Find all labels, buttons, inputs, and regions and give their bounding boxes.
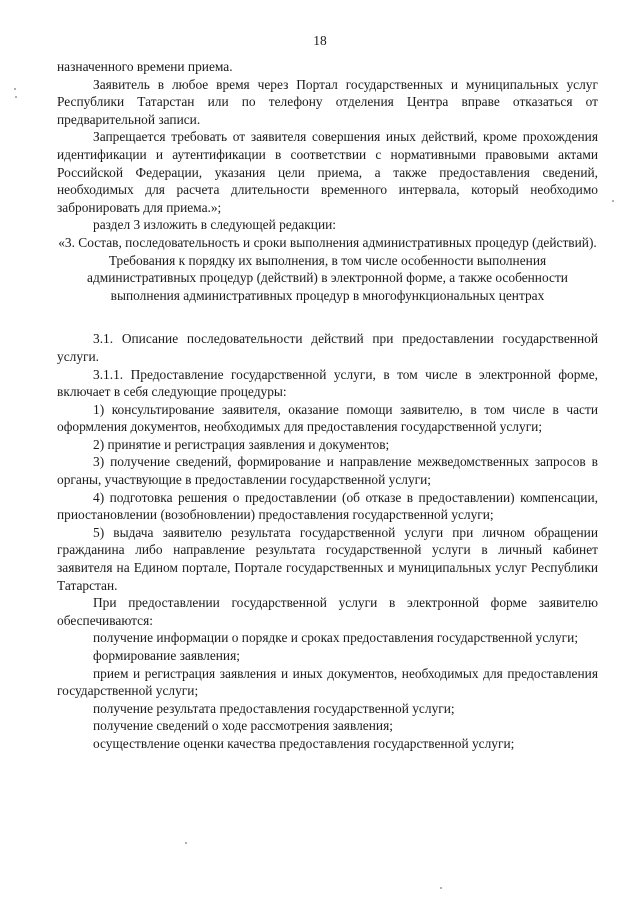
scan-speck bbox=[15, 96, 17, 98]
paragraph-3-1-1: 3.1.1. Предоставление государственной услуги, в том числе в электронной форме, включает в себя следующие процедуры: bbox=[57, 366, 598, 400]
scan-speck bbox=[185, 842, 187, 844]
paragraph-continuation: назначенного времени приема. bbox=[57, 59, 233, 74]
section-heading: «3. Состав, последовательность и сроки выполнения административных процедур (действий). Требования к порядку их выполнения, в том числе особенности выполнения административных процедур (действий) в электронной форме, а также особенности выполнения административных процедур в многофункциональных центрах bbox=[58, 234, 597, 303]
list-item-2: 2) принятие и регистрация заявления и документов; bbox=[93, 436, 390, 452]
scan-speck bbox=[14, 88, 16, 90]
provision-item-form: формирование заявления; bbox=[93, 648, 240, 663]
provision-item-registration: прием и регистрация заявления и иных документов, необходимых для предоставления государственной услуги; bbox=[57, 665, 598, 699]
provision-item-status: получение сведений о ходе рассмотрения заявления; bbox=[93, 718, 393, 734]
page-number: 18 bbox=[313, 33, 327, 48]
list-item-3: 3) получение сведений, формирование и направление межведомственных запросов в органы, участвующие в предоставлении государственной услуги; bbox=[57, 454, 598, 488]
list-item-5: 5) выдача заявителю результата государственной услуги при личном обращении гражданина либо направление результата государственной услуги в личный кабинет заявителя на Едином портале, Портале государственных и муниципальных услуг Республики Татарстан. bbox=[57, 524, 598, 593]
list-item-4: 4) подготовка решения о предоставлении (об отказе в предоставлении) компенсации, приостановлении (возобновлении) предоставления государственной услуги; bbox=[57, 489, 598, 523]
paragraph-prohibition: Запрещается требовать от заявителя совершения иных действий, кроме прохождения идентификации и аутентификации в соответствии с нормативными правовыми актами Российской Федерации, указания цели приема, а также предоставления сведений, необходимых для расчета длительности временного интервала, который необходимо забронировать для приема.»; bbox=[57, 129, 598, 215]
paragraph-3-1: 3.1. Описание последовательности действий при предоставлении государственной услуги. bbox=[57, 331, 598, 364]
spacer bbox=[57, 304, 598, 330]
scan-speck bbox=[440, 887, 442, 889]
paragraph-electronic-form: При предоставлении государственной услуги в электронной форме заявителю обеспечиваются: bbox=[57, 595, 598, 628]
paragraph-amendment-intro: раздел 3 изложить в следующей редакции: bbox=[93, 217, 337, 233]
provision-item-result: получение результата предоставления государственной услуги; bbox=[93, 700, 455, 716]
scan-speck bbox=[612, 200, 614, 202]
provision-item-info: получение информации о порядке и сроках предоставления государственной услуги; bbox=[93, 630, 579, 646]
document-body bbox=[57, 58, 598, 753]
provision-item-quality: осуществление оценки качества предоставления государственной услуги; bbox=[93, 735, 515, 751]
paragraph-cancel-appointment: Заявитель в любое время через Портал государственных и муниципальных услуг Республики Татарстан или по телефону отделения Центра вправе отказаться от предварительной записи. bbox=[57, 76, 598, 127]
list-item-1: 1) консультирование заявителя, оказание помощи заявителю, в том числе в части оформления документов, необходимых для предоставления государственной услуги; bbox=[57, 401, 598, 435]
